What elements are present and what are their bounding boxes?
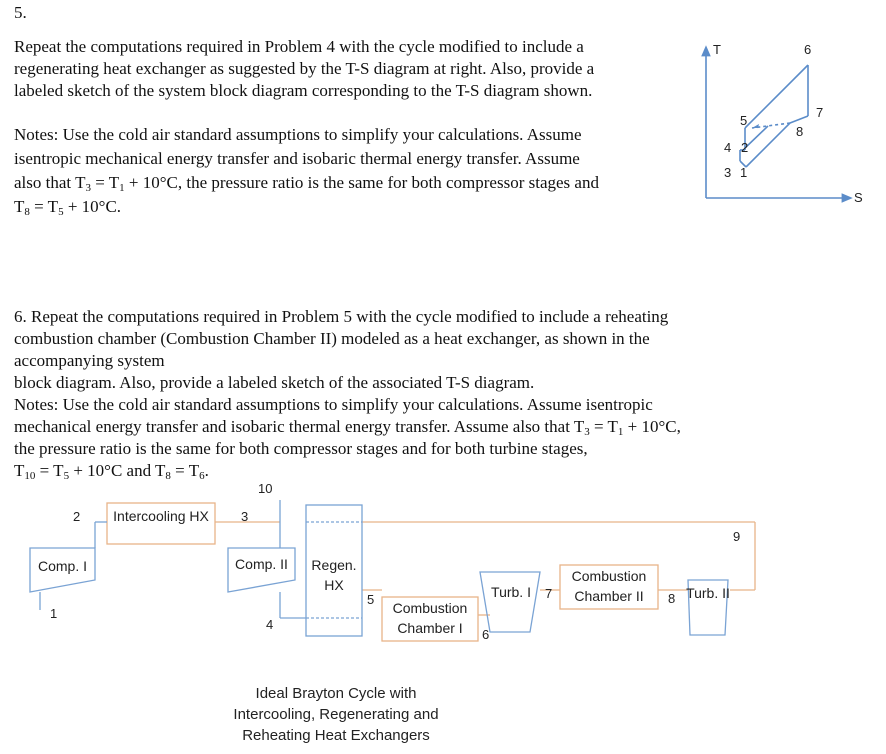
ts-point-7: 7 [816,105,824,120]
state-1: 1 [50,606,58,621]
problem-6-line-2: combustion chamber (Combustion Chamber II) modeled as a heat exchanger, as shown in the [14,329,650,348]
intercooling-label: Intercooling HX [113,508,209,524]
problem-6-line-7: the pressure ratio is the same for both compressor stages and for both turbine stages, [14,439,588,458]
ts-point-8: 8 [796,124,804,139]
ts-point-2: 2 [741,140,749,155]
state-3: 3 [241,509,249,524]
state-4: 4 [266,617,274,632]
ts-axis-s-label: S [854,190,863,205]
ts-point-4: 4 [724,140,732,155]
compressor-1-label: Comp. I [37,558,87,574]
problem-5-paragraph-line-1: Repeat the computations required in Problem 4 with the cycle modified to include a [14,37,584,56]
regen-hx-label: Regen. HX [311,557,357,593]
ts-axis-t-label: T [713,42,721,57]
problem-5-notes-line-1: Notes: Use the cold air standard assumptions to simplify your calculations. Assume [14,125,582,144]
problem-5-paragraph-line-3: labeled sketch of the system block diagram corresponding to the T-S diagram shown. [14,81,593,100]
problem-6-line-3: accompanying system [14,351,165,370]
ts-point-1: 1 [740,165,748,180]
turbine-2-label: Turb. II [686,585,730,601]
problem-5-number: 5. [14,3,27,22]
state-5: 5 [367,592,375,607]
problem-6-line-4: block diagram. Also, provide a labeled sketch of the associated T-S diagram. [14,373,535,392]
problem-6-line-6: mechanical energy transfer and isobaric thermal energy transfer. Assume also that $T_3 = T_1 + 10^\circ C$, [14,417,681,438]
problem-5-notes-line-3: also that $T_3 = T_1 + 10^\circ C$, the pressure ratio is the same for both compressor stages and [14,173,599,194]
block-diagram-caption: Ideal Brayton Cycle with Intercooling, Regenerating and Reheating Heat Exchangers [233,685,439,744]
ts-point-6: 6 [804,42,812,57]
problem-5-notes-line-2: isentropic mechanical energy transfer and isobaric thermal energy transfer. Assume [14,149,580,168]
problem-6-line-8: $T_{10} = T_5 + 10^\circ C$ and $T_8 = T_6$. [14,461,209,482]
ts-point-5: 5 [740,113,748,128]
state-2: 2 [73,509,81,524]
state-8: 8 [668,591,676,606]
state-7: 7 [545,586,553,601]
ts-cycle [740,65,808,167]
problem-6-line-1: 6. Repeat the computations required in Problem 5 with the cycle modified to include a reheating [14,307,669,326]
state-6: 6 [482,627,490,642]
ts-point-3: 3 [724,165,732,180]
combustion-chamber-2-label: Combustion Chamber II [571,568,647,604]
state-10: 10 [258,481,273,496]
state-9: 9 [733,529,741,544]
compressor-2-label: Comp. II [235,556,288,572]
turbine-1-label: Turb. I [491,584,531,600]
problem-5-notes-line-4: $T_8 = T_5 + 10^\circ C$. [14,197,122,218]
problem-6-line-5: Notes: Use the cold air standard assumptions to simplify your calculations. Assume isentropic [14,395,653,414]
combustion-chamber-1-label: Combustion Chamber I [392,600,468,636]
problem-5-paragraph-line-2: regenerating heat exchanger as suggested by the T-S diagram at right. Also, provide a [14,59,595,78]
